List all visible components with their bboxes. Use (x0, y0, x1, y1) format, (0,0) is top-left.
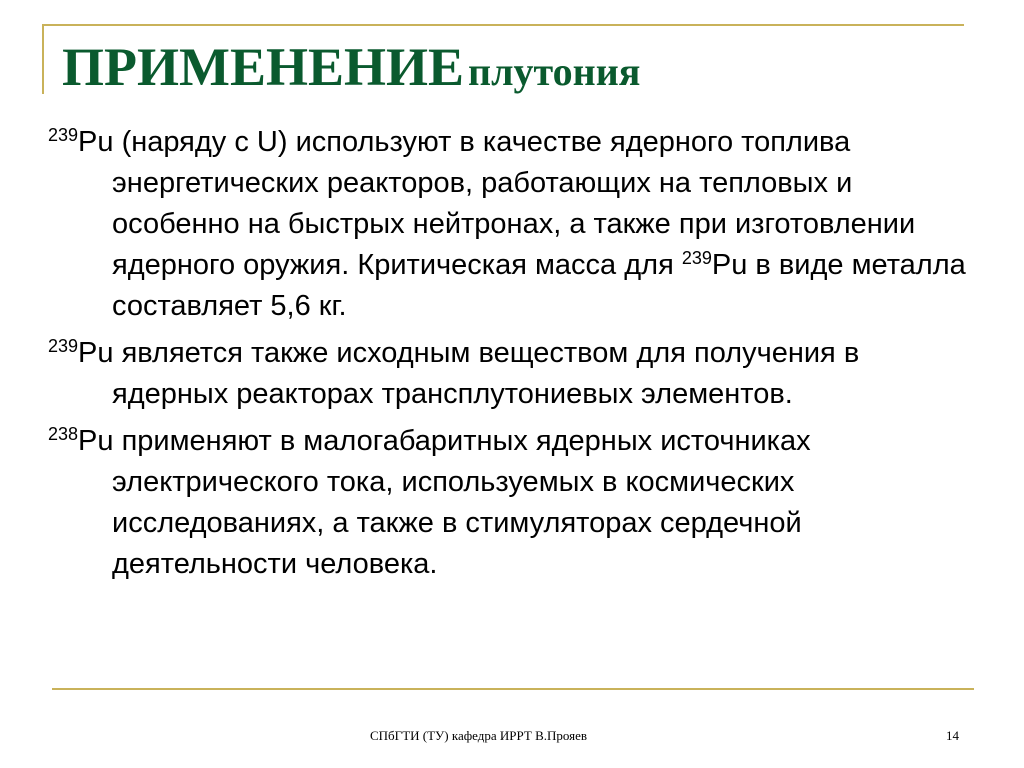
top-frame-line (42, 24, 964, 26)
paragraph-1 (48, 122, 978, 327)
isotope-mass-number: 239 (48, 336, 79, 356)
title-lower: плутония (468, 49, 641, 94)
isotope-mass-number: 239 (681, 248, 712, 268)
paragraph-3 (48, 421, 978, 585)
slide-title (62, 37, 641, 97)
title-caps: ПРИМЕНЕНИЕ (62, 37, 465, 97)
isotope-mass-number: 239 (48, 125, 79, 145)
isotope-mass-number: 238 (48, 424, 79, 444)
footer-text: СПбГТИ (ТУ) кафедра ИРРТ В.Прояев (370, 728, 588, 743)
paragraph-text: Pu в виде металла составляет 5,6 кг. (112, 249, 966, 322)
page-number: 14 (946, 728, 959, 743)
paragraph-2 (48, 333, 978, 415)
paragraph-text: Pu применяют в малогабаритных ядерных источниках электрического тока, используемых в космических исследованиях, а также в стимуляторах сердечной деятельности человека. (78, 425, 811, 580)
footer-divider (52, 688, 974, 690)
paragraph-text: Pu является также исходным веществом для получения в ядерных реакторах трансплутониевых элементов. (78, 337, 860, 410)
left-frame-line (42, 24, 44, 94)
paragraph-text: Pu (наряду с U) используют в качестве ядерного топлива энергетических реакторов, работающих на тепловых и особенно на быстрых нейтронах, а также при изготовлении ядерного оружия. Критическая масса для (78, 126, 916, 281)
slide-body (48, 122, 978, 591)
